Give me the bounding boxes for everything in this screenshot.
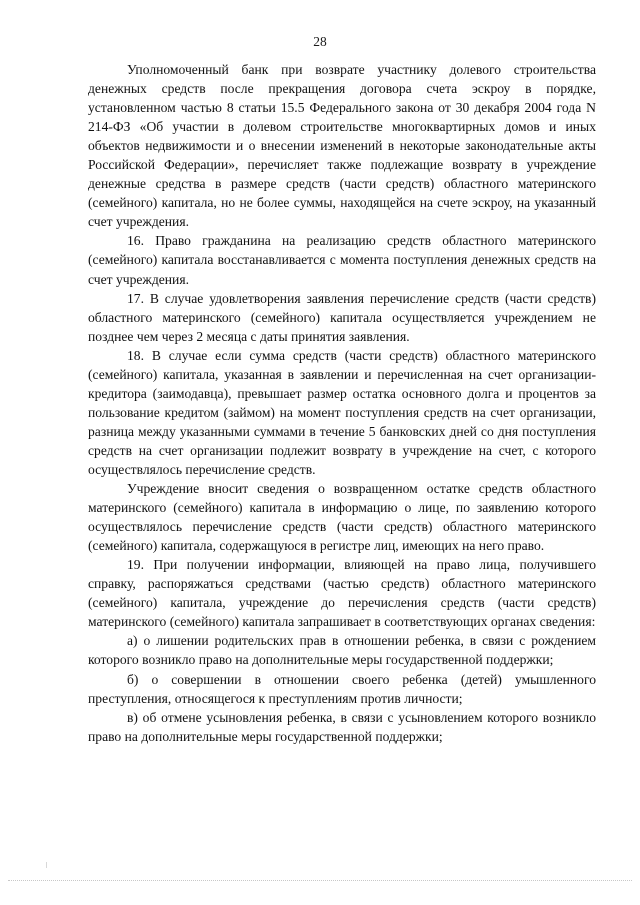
document-body	[88, 60, 596, 746]
paragraph-institution-records: Учреждение вносит сведения о возвращенном остатке средств областного материнского (семейного) капитала в информацию о лице, по заявлению которого осуществлялось перечисление средств (части средств) областного материнского (семейного) капитала, содержащуюся в регистре лиц, имеющих на него право.	[88, 481, 596, 554]
page-number: 28	[313, 34, 327, 49]
paragraph-18: 18. В случае если сумма средств (части средств) областного материнского (семейного) капитала, указанная в заявлении и перечисленная на счет организации-кредитора (заимодавца), превышает размер остатка основного долга и процентов за пользование кредитом (займом) на момент поступления средств на счет организации, разница между указанными суммами в течение 5 банковских дней со дня поступления средств на счет организации подлежит возврату в учреждение на счет, с которого осуществлялось перечисление средств.	[88, 347, 596, 477]
paragraph-19: 19. При получении информации, влияющей на право лица, получившего справку, распоряжаться средствами (частью средств) областного материнского (семейного) капитала, учреждение до перечисления средств (части средств) материнского (семейного) капитала запрашивает в соответствующих органах сведения:	[88, 557, 596, 630]
list-item-b: б) о совершении в отношении своего ребенка (детей) умышленного преступления, относящегося к преступлениям против личности;	[88, 671, 596, 706]
list-item-v: в) об отмене усыновления ребенка, в связи с усыновлением которого возникло право на дополнительные меры государственной поддержки;	[88, 709, 596, 744]
scan-artifact-mark	[46, 862, 47, 868]
paragraph-16: 16. Право гражданина на реализацию средств областного материнского (семейного) капитала восстанавливается с момента поступления денежных средств на счет учреждения.	[88, 233, 596, 287]
scan-artifact-line	[8, 880, 632, 881]
paragraph-17: 17. В случае удовлетворения заявления перечисление средств (части средств) областного материнского (семейного) капитала осуществляется учреждением не позднее чем через 2 месяца с даты принятия заявления.	[88, 290, 596, 344]
paragraph-escrow-return: Уполномоченный банк при возврате участнику долевого строительства денежных средств после прекращения договора счета эскроу в порядке, установленном частью 8 статьи 15.5 Федерального закона от 30 декабря 2004 года N 214-ФЗ «Об участии в долевом строительстве многоквартирных домов и иных объектов недвижимости и о внесении изменений в некоторые законодательные акты Российской Федерации», перечисляет также подлежащие возврату в учреждение денежные средства в размере средств (части средств) областного материнского (семейного) капитала, но не более суммы, находящейся на счете эскроу, на указанный счет учреждения.	[88, 62, 596, 230]
list-item-a: а) о лишении родительских прав в отношении ребенка, в связи с рождением которого возникло право на дополнительные меры государственной поддержки;	[88, 633, 596, 668]
